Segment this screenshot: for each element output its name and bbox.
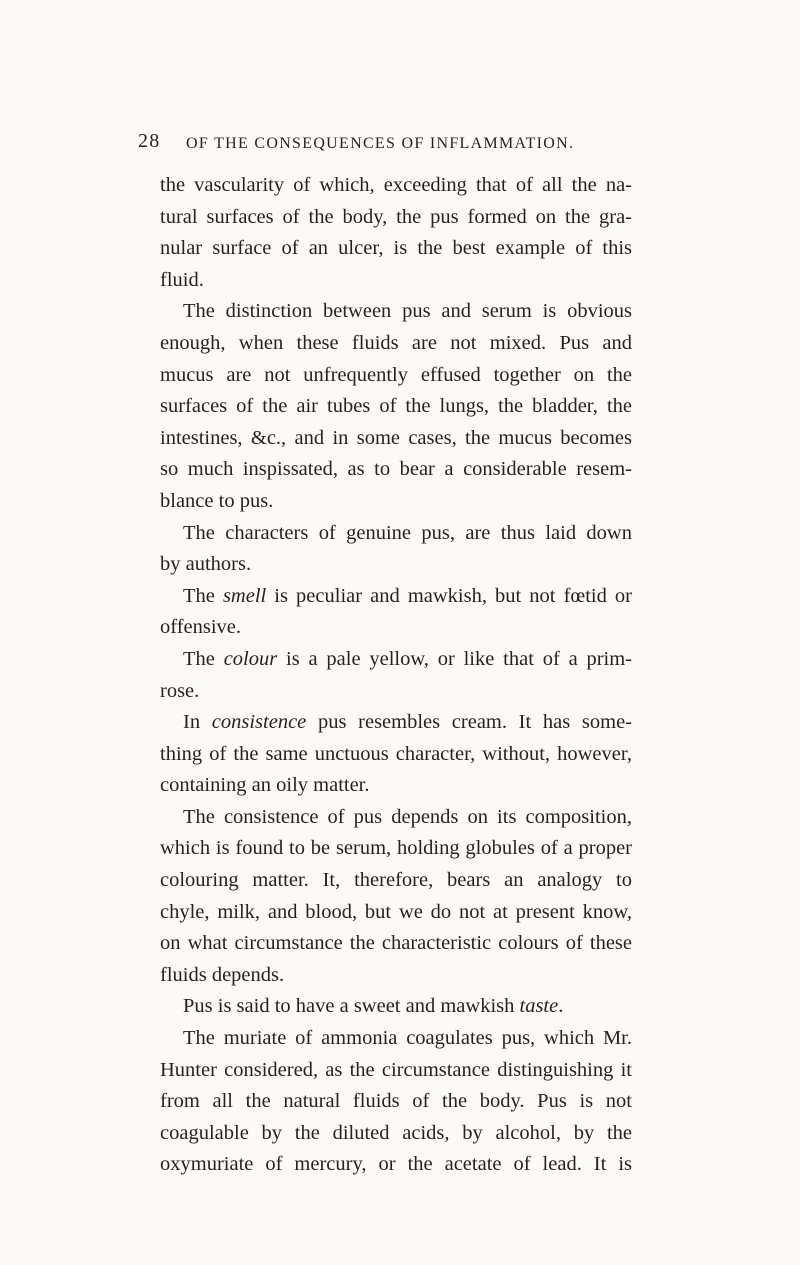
text-run: is a pale yellow, or like that of a prim-	[277, 647, 633, 670]
text-line: which is found to be serum, holding globules of a proper	[160, 837, 632, 860]
body-text	[160, 170, 632, 1181]
text-line: so much inspissated, as to bear a considerable resem-	[160, 458, 632, 481]
text-line: containing an oily matter.	[160, 774, 370, 797]
paragraph-start-line: The muriate of ammonia coagulates pus, which Mr.	[183, 1027, 632, 1050]
text-run: pus resembles cream. It has some-	[306, 711, 633, 734]
text-line: the vascularity of which, exceeding that of all the na-	[160, 174, 632, 196]
text-line: fluid.	[160, 268, 204, 291]
text-run: The	[183, 584, 223, 607]
text-line: rose.	[160, 679, 200, 702]
text-line: enough, when these fluids are not mixed. Pus and	[160, 331, 632, 354]
text-line: thing of the same unctuous character, without, however,	[160, 742, 632, 765]
page-number: 28	[138, 130, 161, 152]
text-line: tural surfaces of the body, the pus formed on the gra-	[160, 205, 632, 228]
text-line: offensive.	[160, 616, 242, 639]
text-run: .	[558, 995, 564, 1018]
text-line: oxymuriate of mercury, or the acetate of lead. It is	[160, 1153, 632, 1176]
italic-term: taste	[519, 995, 559, 1018]
text-line: blance to pus.	[160, 489, 274, 512]
text-line: Hunter considered, as the circumstance distinguishing it	[160, 1058, 632, 1081]
paragraph-start-line	[160, 581, 632, 613]
text-line: on what circumstance the characteristic colours of these	[160, 932, 632, 955]
text-line: surfaces of the air tubes of the lungs, the bladder, the	[160, 395, 632, 418]
running-head	[138, 130, 628, 160]
italic-term: smell	[222, 584, 267, 607]
text-line: from all the natural fluids of the body. Pus is not	[160, 1090, 632, 1113]
text-line: nular surface of an ulcer, is the best example of this	[160, 237, 632, 260]
paragraph-start-line: The characters of genuine pus, are thus laid down	[183, 521, 632, 544]
text-run: The	[183, 647, 224, 670]
text-line: coagulable by the diluted acids, by alcohol, by the	[160, 1121, 632, 1144]
running-title: OF THE CONSEQUENCES OF INFLAMMATION.	[186, 135, 575, 152]
text-line: chyle, milk, and blood, but we do not at present know,	[160, 900, 632, 923]
paragraph-start-line: The consistence of pus depends on its composition,	[183, 805, 632, 828]
text-run: In	[183, 711, 212, 734]
text-run: is peculiar and mawkish, but not fœtid or	[266, 584, 632, 607]
text-line: colouring matter. It, therefore, bears an analogy to	[160, 869, 632, 892]
text-line: by authors.	[160, 553, 252, 576]
text-line: intestines, &c., and in some cases, the mucus becomes	[160, 426, 632, 449]
paragraph-start-line: The distinction between pus and serum is obvious	[183, 300, 632, 323]
paragraph-start-line	[160, 991, 632, 1023]
italic-term: consistence	[211, 711, 307, 734]
text-line: mucus are not unfrequently effused together on the	[160, 363, 632, 386]
paragraph-start-line	[160, 707, 632, 739]
paragraph-start-line	[160, 644, 632, 676]
text-line: fluids depends.	[160, 963, 285, 986]
italic-term: colour	[223, 647, 278, 670]
text-run: Pus is said to have a sweet and mawkish	[183, 995, 520, 1018]
